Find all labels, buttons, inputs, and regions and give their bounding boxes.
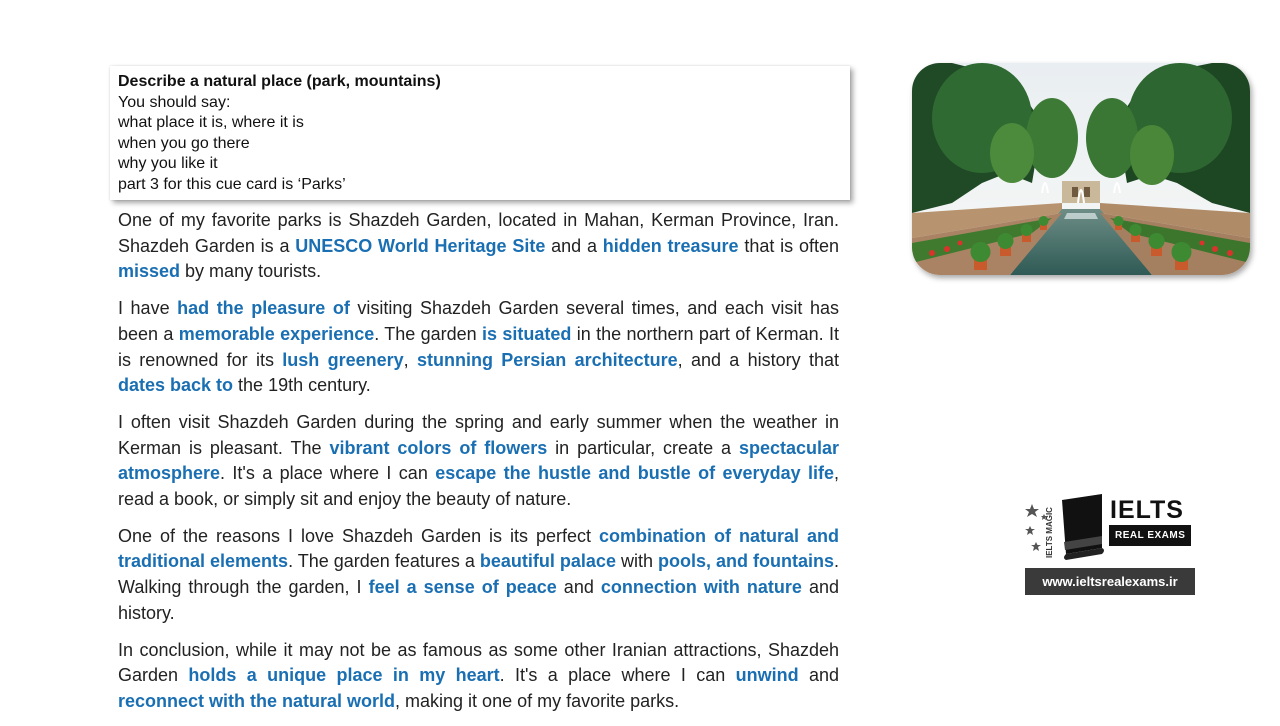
text: , and a history that (677, 349, 839, 370)
logo-magic-text: IELTS MAGIC (1045, 507, 1054, 558)
highlight-phrase: vibrant colors of flowers (329, 437, 548, 458)
text: I have (118, 298, 178, 319)
text: . The garden features a (288, 551, 480, 572)
highlight-phrase: had the pleasure of (177, 298, 350, 319)
text: and a (545, 235, 603, 256)
cue-card-line: when you go there (118, 134, 250, 152)
website-url-text: www.ieltsrealexams.ir (1042, 574, 1178, 589)
text: In conclusion, while it may not be as famous as some other Iranian attractions, Shazdeh Garden (118, 639, 839, 686)
highlight-phrase: stunning Persian architecture (416, 349, 678, 370)
paragraph-4 (118, 524, 839, 627)
text: with (615, 551, 658, 572)
text: visiting Shazdeh Garden several times, and each visit has been a (118, 298, 839, 344)
text: One of the reasons I love Shazdeh Garden is its perfect (118, 525, 600, 546)
highlight-phrase: escape the hustle and bustle of everyday life (435, 463, 834, 484)
text: in the northern part of Kerman. It is renowned for its (118, 323, 839, 370)
text: . It's a place where I can (499, 665, 736, 686)
text: that is often (738, 235, 839, 256)
highlight-phrase: spectacular atmosphere (118, 437, 839, 484)
cue-card-line: part 3 for this cue card is ‘Parks’ (118, 175, 346, 193)
text: and history. (118, 577, 839, 623)
garden-photo-icon (912, 63, 1250, 275)
highlight-phrase: UNESCO World Heritage Site (295, 235, 546, 256)
highlight-phrase: combination of natural and traditional elements (118, 525, 839, 572)
text: by many tourists. (180, 261, 322, 282)
highlight-phrase: dates back to (118, 375, 234, 396)
text: , (403, 349, 417, 370)
website-url[interactable] (1025, 568, 1195, 595)
garden-photo (912, 63, 1250, 275)
highlight-phrase: holds a unique place in my heart (188, 665, 500, 686)
logo-brand: IELTS (1110, 496, 1184, 524)
text: and (798, 665, 839, 686)
text: . Walking through the garden, I (118, 551, 840, 598)
answer-text (118, 208, 839, 726)
highlight-phrase: is situated (482, 323, 572, 344)
text: and (556, 577, 601, 598)
highlight-phrase: reconnect with the natural world (118, 690, 396, 711)
text: I often visit Shazdeh Garden during the spring and early summer when the weather in Kerman is pleasant. The (118, 411, 839, 458)
logo-tag: REAL EXAMS (1109, 525, 1191, 546)
cue-card-line: why you like it (118, 155, 218, 172)
paragraph-3 (118, 410, 839, 513)
highlight-phrase: hidden treasure (602, 235, 739, 256)
text: . The garden (374, 323, 483, 344)
text: in particular, create a (547, 437, 739, 458)
highlight-phrase: missed (118, 261, 181, 282)
highlight-phrase: lush greenery (282, 349, 404, 370)
cue-card-title: Describe a natural place (park, mountains) (118, 73, 441, 90)
highlight-phrase: beautiful palace (479, 551, 616, 572)
highlight-phrase: unwind (735, 665, 799, 686)
text: , read a book, or simply sit and enjoy the beauty of nature. (118, 463, 839, 510)
text: the 19th century. (233, 375, 371, 396)
ielts-logo (1022, 492, 1202, 562)
highlight-phrase: feel a sense of peace (368, 577, 557, 598)
text: , making it one of my favorite parks. (395, 690, 680, 711)
magic-hat-icon (1022, 492, 1107, 562)
paragraph-2 (118, 296, 839, 399)
cue-card-line: You should say: (118, 93, 231, 111)
highlight-phrase: connection with nature (600, 577, 802, 598)
cue-card-line: what place it is, where it is (118, 114, 304, 131)
text: One of my favorite parks is Shazdeh Garden, located in Mahan, Kerman Province, Iran. Shazdeh Garden is a (118, 210, 839, 256)
highlight-phrase: pools, and fountains (657, 551, 834, 572)
highlight-phrase: memorable experience (178, 323, 375, 344)
cue-card (110, 66, 850, 200)
paragraph-5 (118, 638, 839, 715)
text: . It's a place where I can (220, 463, 436, 484)
paragraph-1 (118, 208, 839, 285)
